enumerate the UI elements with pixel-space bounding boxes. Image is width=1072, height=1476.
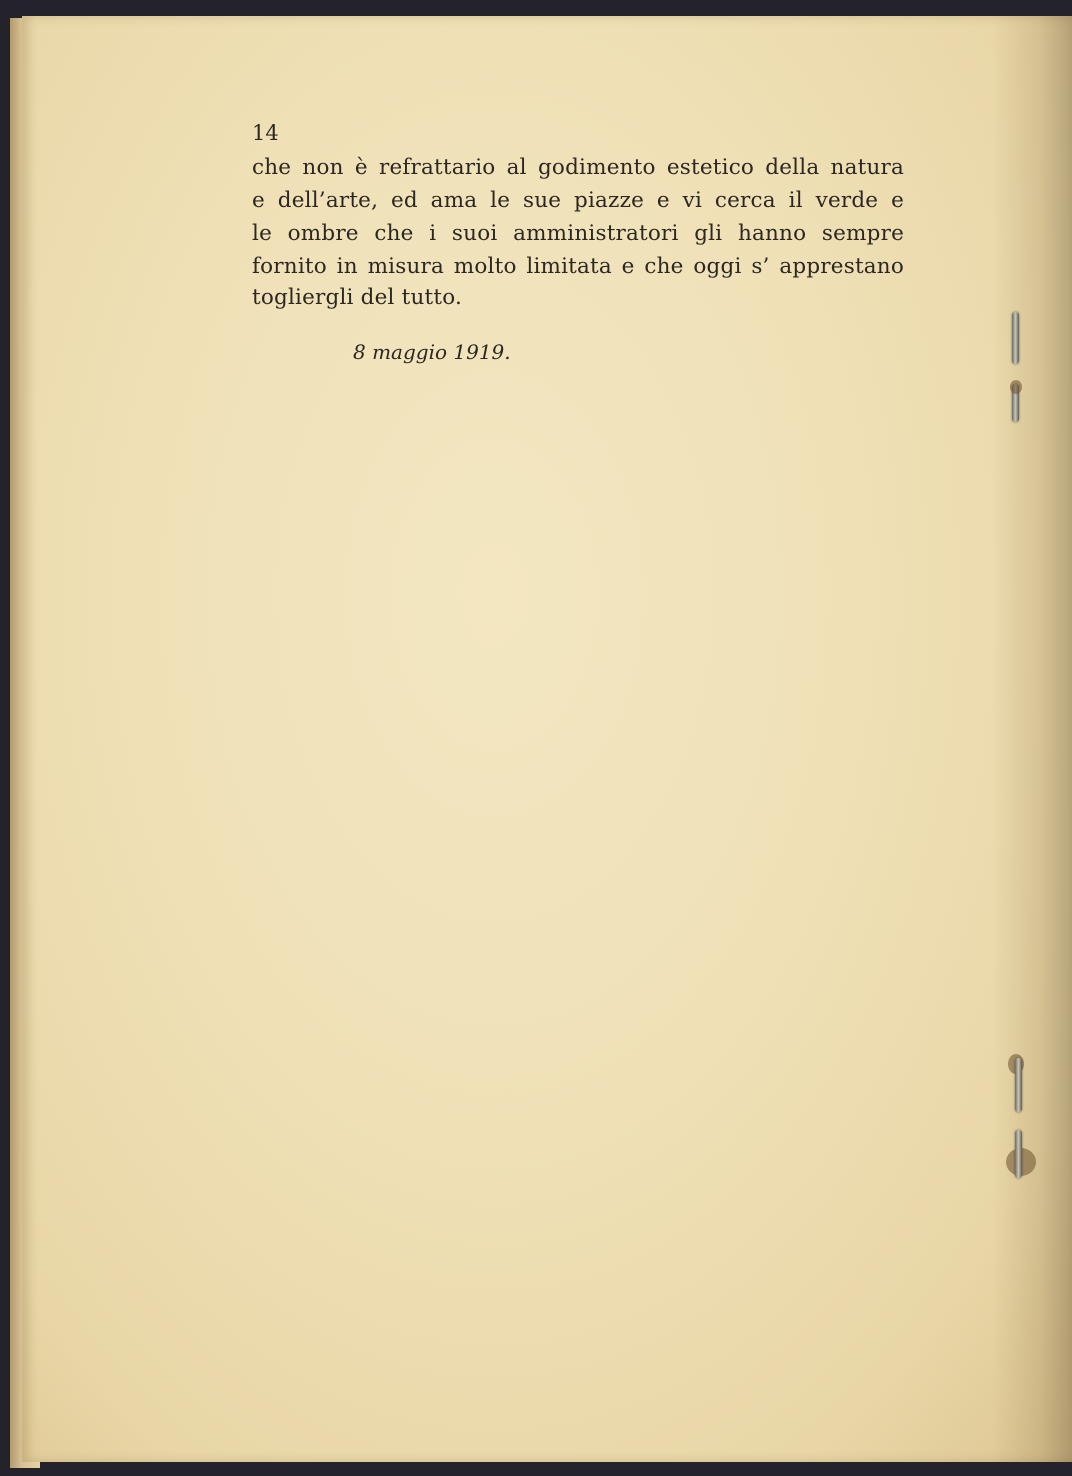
page-number: 14 bbox=[252, 121, 279, 145]
body-text-line: che non è refrattario al godimento estetico della natura bbox=[252, 155, 904, 180]
body-text-line: togliergli del tutto. bbox=[252, 285, 463, 310]
body-text-line: le ombre che i suoi amministratori gli hanno sempre bbox=[252, 221, 904, 246]
staple-icon bbox=[1012, 312, 1019, 364]
body-text-line: fornito in misura molto limitata e che oggi s’ apprestano bbox=[252, 254, 904, 279]
date-signature: 8 maggio 1919. bbox=[353, 340, 511, 364]
staple-icon bbox=[1015, 1058, 1022, 1112]
staple-icon bbox=[1015, 1130, 1022, 1178]
body-text-line: e dell’arte, ed ama le sue piazze e vi cerca il verde e bbox=[252, 188, 904, 213]
binding-gutter bbox=[992, 16, 1072, 1462]
rust-stain bbox=[1010, 380, 1022, 394]
